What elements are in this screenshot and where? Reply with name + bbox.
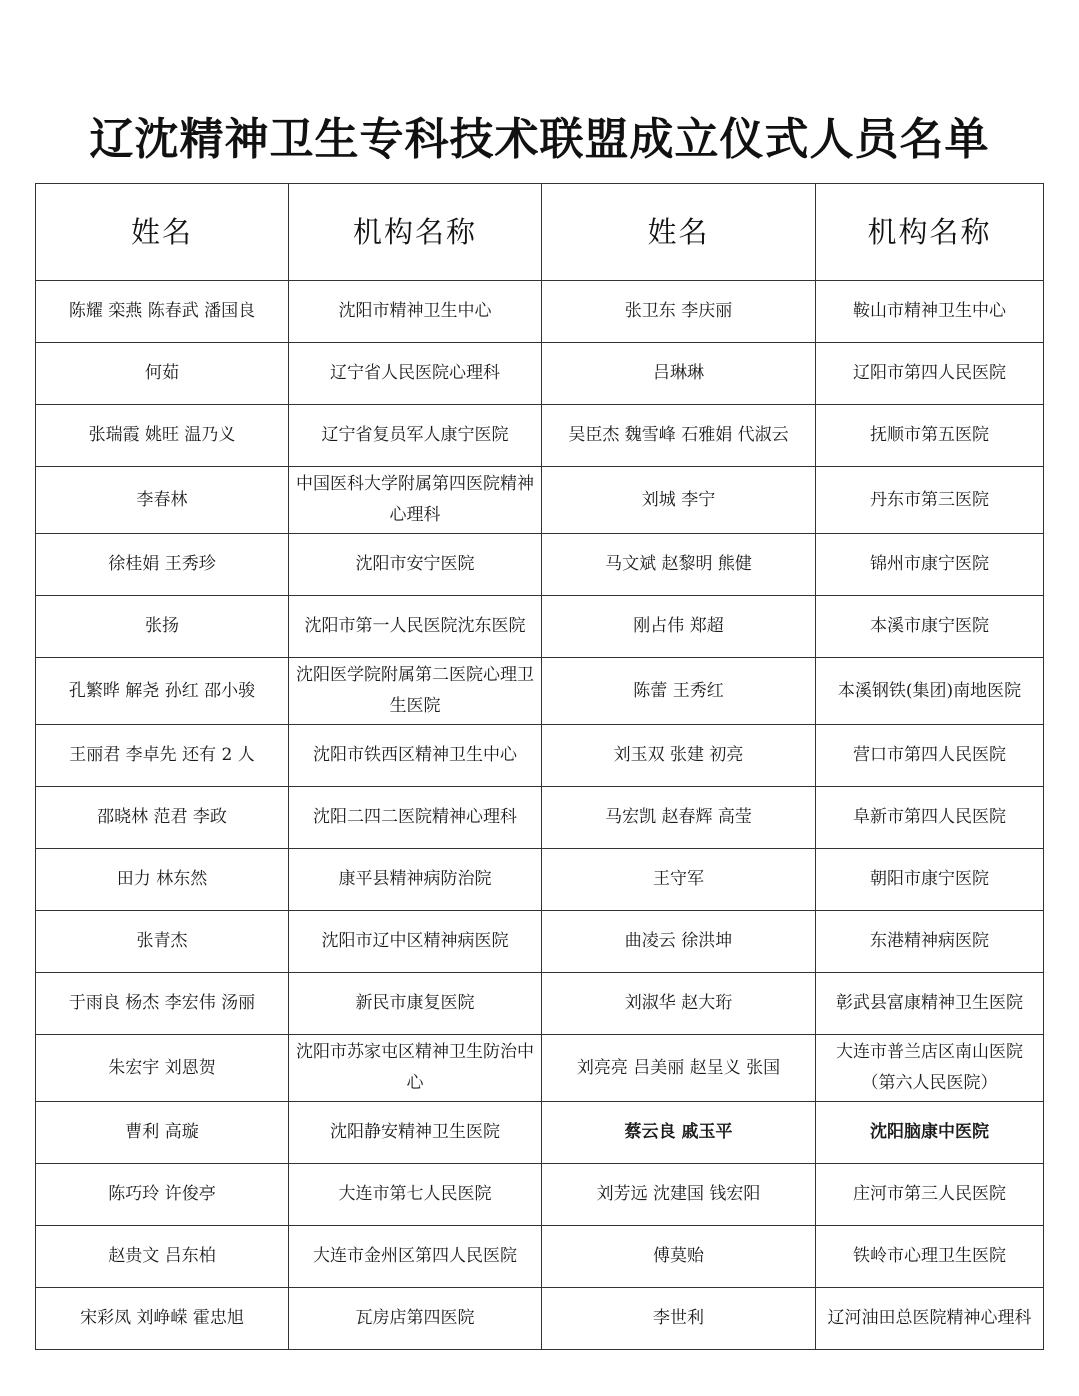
table-row <box>36 1288 1044 1350</box>
org-cell: 大连市金州区第四人民医院 <box>289 1226 542 1288</box>
org-cell: 东港精神病医院 <box>816 911 1044 973</box>
org-cell: 中国医科大学附属第四医院精神心理科 <box>289 467 542 534</box>
org-cell: 朝阳市康宁医院 <box>816 849 1044 911</box>
org-cell: 沈阳医学院附属第二医院心理卫生医院 <box>289 658 542 725</box>
table-row <box>36 343 1044 405</box>
org-cell: 本溪市康宁医院 <box>816 596 1044 658</box>
name-cell: 吴臣杰 魏雪峰 石雅娟 代淑云 <box>542 405 816 467</box>
header-name-1: 姓名 <box>36 184 289 281</box>
name-cell: 朱宏宇 刘恩贺 <box>36 1035 289 1102</box>
name-cell: 张卫东 李庆丽 <box>542 281 816 343</box>
org-cell: 丹东市第三医院 <box>816 467 1044 534</box>
org-cell: 沈阳市铁西区精神卫生中心 <box>289 725 542 787</box>
org-cell: 辽阳市第四人民医院 <box>816 343 1044 405</box>
org-cell: 沈阳二四二医院精神心理科 <box>289 787 542 849</box>
name-cell: 田力 林东然 <box>36 849 289 911</box>
name-cell: 邵晓林 范君 李政 <box>36 787 289 849</box>
name-cell: 李春林 <box>36 467 289 534</box>
name-cell: 张扬 <box>36 596 289 658</box>
name-cell: 刚占伟 郑超 <box>542 596 816 658</box>
org-cell: 新民市康复医院 <box>289 973 542 1035</box>
name-cell: 曲凌云 徐洪坤 <box>542 911 816 973</box>
org-cell: 辽河油田总医院精神心理科 <box>816 1288 1044 1350</box>
name-cell: 刘城 李宁 <box>542 467 816 534</box>
org-cell: 沈阳市精神卫生中心 <box>289 281 542 343</box>
name-cell: 马宏凯 赵春辉 高莹 <box>542 787 816 849</box>
org-cell: 彰武县富康精神卫生医院 <box>816 973 1044 1035</box>
org-cell: 瓦房店第四医院 <box>289 1288 542 1350</box>
name-cell: 王守军 <box>542 849 816 911</box>
name-cell: 李世利 <box>542 1288 816 1350</box>
table-row <box>36 1226 1044 1288</box>
org-cell: 庄河市第三人民医院 <box>816 1164 1044 1226</box>
name-cell: 于雨良 杨杰 李宏伟 汤丽 <box>36 973 289 1035</box>
org-cell: 本溪钢铁(集团)南地医院 <box>816 658 1044 725</box>
org-cell: 鞍山市精神卫生中心 <box>816 281 1044 343</box>
header-org-1: 机构名称 <box>289 184 542 281</box>
name-cell: 刘芳远 沈建国 钱宏阳 <box>542 1164 816 1226</box>
name-cell: 曹利 高璇 <box>36 1102 289 1164</box>
table-row <box>36 596 1044 658</box>
name-cell: 陈蕾 王秀红 <box>542 658 816 725</box>
name-cell: 宋彩凤 刘峥嵘 霍忠旭 <box>36 1288 289 1350</box>
table-row <box>36 725 1044 787</box>
org-cell: 沈阳市苏家屯区精神卫生防治中心 <box>289 1035 542 1102</box>
org-cell: 大连市第七人民医院 <box>289 1164 542 1226</box>
name-cell: 张青杰 <box>36 911 289 973</box>
name-cell: 赵贵文 吕东柏 <box>36 1226 289 1288</box>
org-cell: 辽宁省人民医院心理科 <box>289 343 542 405</box>
name-cell: 刘亮亮 吕美丽 赵呈义 张国 <box>542 1035 816 1102</box>
table-row <box>36 849 1044 911</box>
header-org-2: 机构名称 <box>816 184 1044 281</box>
org-cell: 沈阳市安宁医院 <box>289 534 542 596</box>
org-cell: 营口市第四人民医院 <box>816 725 1044 787</box>
table-row <box>36 1164 1044 1226</box>
org-cell: 沈阳市第一人民医院沈东医院 <box>289 596 542 658</box>
org-cell: 辽宁省复员军人康宁医院 <box>289 405 542 467</box>
table-row <box>36 658 1044 725</box>
name-cell: 陈巧玲 许俊亭 <box>36 1164 289 1226</box>
roster-table <box>35 183 1044 1350</box>
org-cell: 康平县精神病防治院 <box>289 849 542 911</box>
org-cell: 铁岭市心理卫生医院 <box>816 1226 1044 1288</box>
document-title: 辽沈精神卫生专科技术联盟成立仪式人员名单 <box>89 114 990 165</box>
table-row <box>36 534 1044 596</box>
name-cell: 孔繁晔 解尧 孙红 邵小骏 <box>36 658 289 725</box>
name-cell: 张瑞霞 姚旺 温乃义 <box>36 405 289 467</box>
org-cell: 阜新市第四人民医院 <box>816 787 1044 849</box>
name-cell: 傅莫贻 <box>542 1226 816 1288</box>
name-cell: 蔡云良 戚玉平 <box>542 1102 816 1164</box>
table-row <box>36 787 1044 849</box>
table-row <box>36 911 1044 973</box>
name-cell: 王丽君 李卓先 还有 2 人 <box>36 725 289 787</box>
table-header-row <box>36 184 1044 281</box>
org-cell: 沈阳脑康中医院 <box>816 1102 1044 1164</box>
table-row <box>36 973 1044 1035</box>
header-name-2: 姓名 <box>542 184 816 281</box>
table-row <box>36 281 1044 343</box>
org-cell: 沈阳静安精神卫生医院 <box>289 1102 542 1164</box>
org-cell: 锦州市康宁医院 <box>816 534 1044 596</box>
org-cell: 抚顺市第五医院 <box>816 405 1044 467</box>
name-cell: 刘玉双 张建 初亮 <box>542 725 816 787</box>
name-cell: 何茹 <box>36 343 289 405</box>
table-row <box>36 1035 1044 1102</box>
name-cell: 陈耀 栾燕 陈春武 潘国良 <box>36 281 289 343</box>
name-cell: 徐桂娟 王秀珍 <box>36 534 289 596</box>
name-cell: 马文斌 赵黎明 熊健 <box>542 534 816 596</box>
table-row <box>36 1102 1044 1164</box>
org-cell: 大连市普兰店区南山医院（第六人民医院） <box>816 1035 1044 1102</box>
table-row <box>36 405 1044 467</box>
name-cell: 刘淑华 赵大珩 <box>542 973 816 1035</box>
name-cell: 吕琳琳 <box>542 343 816 405</box>
table-row <box>36 467 1044 534</box>
org-cell: 沈阳市辽中区精神病医院 <box>289 911 542 973</box>
